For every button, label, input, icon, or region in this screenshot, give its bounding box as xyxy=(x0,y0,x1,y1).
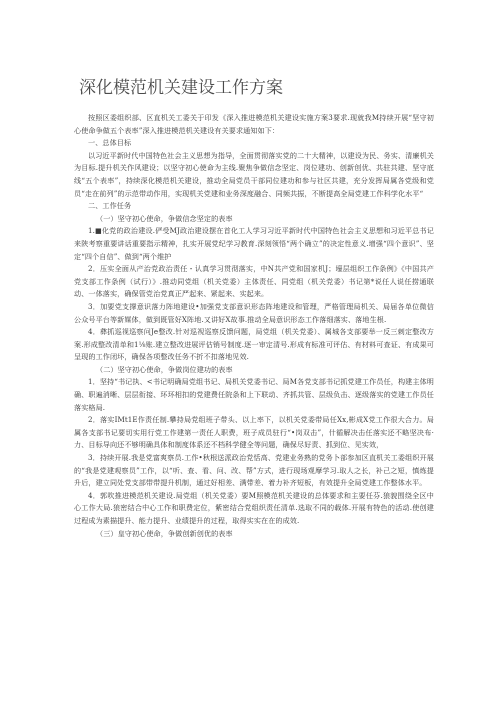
section-heading: 二、工作任务 xyxy=(88,201,132,211)
document-body xyxy=(74,112,434,540)
subsection-heading: （一）坚守初心使命，争做信念坚定的表率 xyxy=(96,213,233,223)
body-paragraph: 4．郭吹推进模范机关建设.局党组（机关党委）要M照模范机关建设的总体要求和主要任芬.狼貌围绕全区中心工作大局.狼密结合中心工作和职费定位，紫密结合党组织责任清单.选取不同的载体.开展有特色的活动.使创建过程成为素描提升、能力提升、业绩提升的过程，取得实实在在的成效. xyxy=(74,490,434,525)
body-paragraph: 4．彝抓巡视巡察问Je整改.针对巡视巡察反馈问题，局党组（机关党委）、属城各支部要举一反三刺定整改方案.形成整改清单和1⅛账.建立整改进展评估销号制度.逐一审定清号.形成有标准可评估、有材料可查证、有成果可呈现的工作闭坏，确保各项整改任务不折不扣落地见效. xyxy=(74,327,434,362)
section-heading: 一、总体目标 xyxy=(88,138,132,148)
body-paragraph: 2．压实全面从产治党政治责任・认真学习贯彻落实，中N共产党和国家机J；壕层组织工作条例》《中国共产党支部工作条例（试行）》.推动同党组（机关党委）主体责任、同党组（机关党委）书记第*说任人说任捞通联动、一体落实，确保管党治党真正严起来、紧起来、实起来。 xyxy=(74,264,434,299)
body-paragraph: 3．持续开展.我是党富爽察员.工作•秋根送派政治党恬高、党建业务熟的党务卜部参加区直机关工委组织开展的“我是党建观察员”工作，以“听、查、看、问、改、帮”方式，进行现场观摩学习.取人之长，补己之短，慎炼提升后，建立同处党支部带带提升机制，通过好相差、满带差、着力补齐短板，有效提升全局党建工作整体水平。 xyxy=(74,453,434,488)
body-paragraph: 1．坚持“书记执、<书记明确局党组书记、局机关党委书记、局M各党支部书记抓党建工作员任，构建主体明确、职遍消晰、层层衔接、环环相扣的党建费任院条和上下联动、齐抓共管、层级负击、逐级落实的党建工作员任落实格局. xyxy=(74,377,434,412)
body-paragraph: 2．落实IMt1E作责任制.攀持局党组班子带头、以上率下，以机关党委带局任Xx,彬成X党工作很大合力。局属各支部书记要切实用行党工作建第一责任人职费，班子成员驻行“•岗双击”，什循解决击任落实还不略坚决布·力、目标导向还不够明确具体和制度体系还不档科学健全等问题，确保尽好责、抓到位、见实效， xyxy=(74,415,434,450)
body-paragraph: 3．加要党支撑意识落力阵地建设•加强党支部意识形态阵地建设和管理，严格管理局机关、局届各单位微信公众号平台等新媒体，做到既管好X阵地.又讲好X故事.推动全局意识形态工作落细落实、落地生根. xyxy=(74,301,434,324)
subsection-heading: （三）皇守初心使命，争做创新创优的表率 xyxy=(96,528,233,538)
subsection-heading: （二）坚守初心使命，争做岗位建功的表率 xyxy=(96,364,233,374)
body-paragraph: 按照区委组织部、区直机关工委关于印发《深入推进模范机关建设实施方案3要求.现就我M持续开展“坚守初心使命争做五个表率”深入推进模范机关建设有关要求通知如下： xyxy=(74,113,434,135)
body-paragraph: 以习近平新时代中国特色社会主义思想为指导，全面贯彻落实党的二十大精神，以建设为民、务实、清廉机关为目标.提升机关作风建设；以坚守初心使命为主线.聚焦争做信念坚定、岗位建功、创新创优、共驻共建、坚守底线“五个表率”，持续深化模范机关建设，推动全局党员干部同位建功和参与社区共建，充分发挥局属各党级和党员“走在前列”的示范带动作用，实现机关党建和业务深度融合、同频共振，不断提高全局党建工作科学化水平“ xyxy=(74,150,434,198)
body-paragraph: 1.■化党的政治建设.俨受MJ政治建设摆在首化工人学习习近平新时代中国特色社会主义思想和习近平总书记来陕考察重要讲话重要指示精神，扎实开展党纪学习教育.深刻领悟“两个确立”的决定性意义.增强“四个意识”、坚定“四个自信”、做到“两个维护 xyxy=(74,226,434,261)
document-title: 深化模范机关建设工作方案 xyxy=(79,78,283,97)
